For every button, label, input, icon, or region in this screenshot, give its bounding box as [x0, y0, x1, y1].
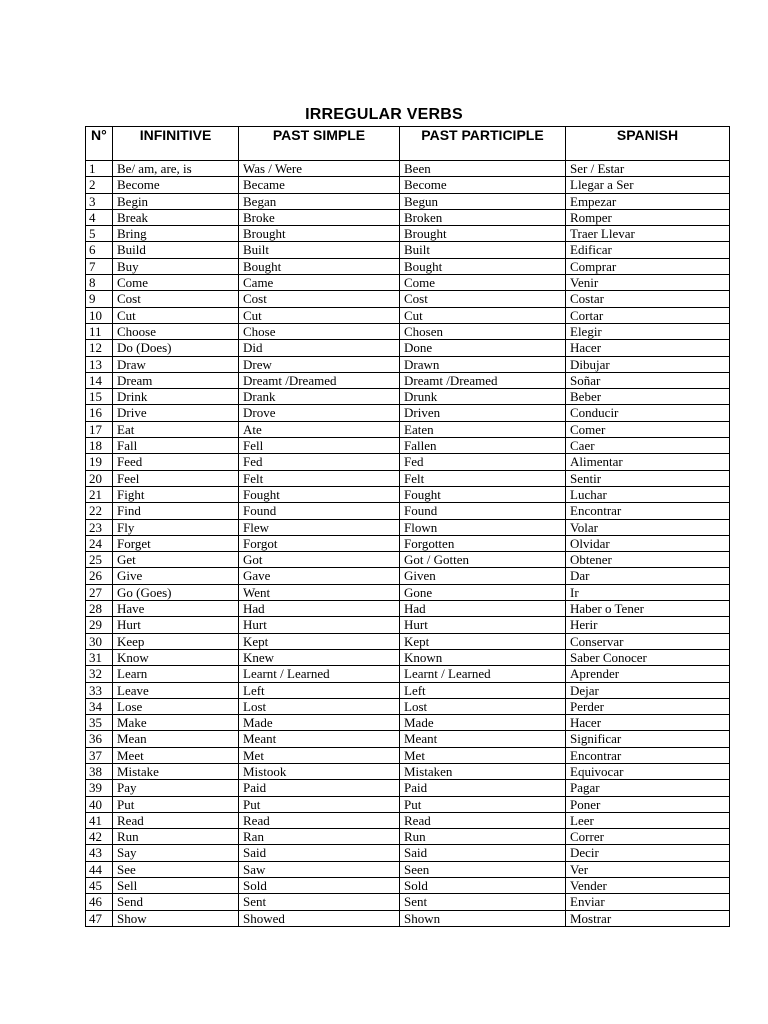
spanish-cell: Conducir — [566, 405, 730, 421]
infinitive-cell: Get — [113, 552, 239, 568]
past-participle-cell: Fought — [400, 486, 566, 502]
spanish-cell: Romper — [566, 209, 730, 225]
past-simple-cell: Chose — [239, 323, 400, 339]
infinitive-cell: Show — [113, 910, 239, 926]
header-spanish: SPANISH — [566, 127, 730, 161]
table-row — [86, 209, 730, 225]
row-number: 31 — [86, 649, 113, 665]
row-number: 37 — [86, 747, 113, 763]
past-simple-cell: Lost — [239, 698, 400, 714]
infinitive-cell: Drink — [113, 389, 239, 405]
row-number: 47 — [86, 910, 113, 926]
past-simple-cell: Meant — [239, 731, 400, 747]
past-participle-cell: Said — [400, 845, 566, 861]
row-number: 5 — [86, 226, 113, 242]
table-row — [86, 731, 730, 747]
past-participle-cell: Bought — [400, 258, 566, 274]
spanish-cell: Vender — [566, 878, 730, 894]
row-number: 35 — [86, 715, 113, 731]
infinitive-cell: Send — [113, 894, 239, 910]
infinitive-cell: See — [113, 861, 239, 877]
spanish-cell: Dar — [566, 568, 730, 584]
past-simple-cell: Mistook — [239, 763, 400, 779]
table-row — [86, 535, 730, 551]
past-simple-cell: Made — [239, 715, 400, 731]
past-participle-cell: Lost — [400, 698, 566, 714]
table-row — [86, 829, 730, 845]
past-simple-cell: Did — [239, 340, 400, 356]
infinitive-cell: Feed — [113, 454, 239, 470]
spanish-cell: Aprender — [566, 666, 730, 682]
spanish-cell: Ver — [566, 861, 730, 877]
row-number: 24 — [86, 535, 113, 551]
row-number: 4 — [86, 209, 113, 225]
row-number: 26 — [86, 568, 113, 584]
table-row — [86, 796, 730, 812]
table-row — [86, 780, 730, 796]
past-participle-cell: Got / Gotten — [400, 552, 566, 568]
table-row — [86, 470, 730, 486]
spanish-cell: Perder — [566, 698, 730, 714]
row-number: 11 — [86, 323, 113, 339]
spanish-cell: Obtener — [566, 552, 730, 568]
infinitive-cell: Find — [113, 503, 239, 519]
table-row — [86, 275, 730, 291]
past-simple-cell: Fell — [239, 438, 400, 454]
row-number: 14 — [86, 372, 113, 388]
table-row — [86, 161, 730, 177]
table-row — [86, 845, 730, 861]
infinitive-cell: Feel — [113, 470, 239, 486]
past-participle-cell: Driven — [400, 405, 566, 421]
infinitive-cell: Pay — [113, 780, 239, 796]
row-number: 46 — [86, 894, 113, 910]
past-simple-cell: Kept — [239, 633, 400, 649]
past-participle-cell: Found — [400, 503, 566, 519]
infinitive-cell: Eat — [113, 421, 239, 437]
past-participle-cell: Shown — [400, 910, 566, 926]
infinitive-cell: Learn — [113, 666, 239, 682]
spanish-cell: Mostrar — [566, 910, 730, 926]
table-row — [86, 242, 730, 258]
table-header — [86, 127, 730, 161]
infinitive-cell: Do (Does) — [113, 340, 239, 356]
past-participle-cell: Eaten — [400, 421, 566, 437]
table-row — [86, 421, 730, 437]
table-row — [86, 454, 730, 470]
infinitive-cell: Become — [113, 177, 239, 193]
infinitive-cell: Choose — [113, 323, 239, 339]
header-past-participle-label: PAST PARTICIPLE — [421, 127, 544, 143]
past-simple-cell: Met — [239, 747, 400, 763]
past-participle-cell: Mistaken — [400, 763, 566, 779]
header-infinitive: INFINITIVE — [113, 127, 239, 161]
row-number: 10 — [86, 307, 113, 323]
past-simple-cell: Bought — [239, 258, 400, 274]
spanish-cell: Caer — [566, 438, 730, 454]
past-participle-cell: Learnt / Learned — [400, 666, 566, 682]
row-number: 38 — [86, 763, 113, 779]
spanish-cell: Hacer — [566, 340, 730, 356]
table-row — [86, 698, 730, 714]
row-number: 23 — [86, 519, 113, 535]
past-participle-cell: Been — [400, 161, 566, 177]
past-simple-cell: Sold — [239, 878, 400, 894]
header-past-participle — [400, 127, 566, 161]
past-simple-cell: Learnt / Learned — [239, 666, 400, 682]
spanish-cell: Equivocar — [566, 763, 730, 779]
past-simple-cell: Fed — [239, 454, 400, 470]
past-simple-cell: Saw — [239, 861, 400, 877]
row-number: 25 — [86, 552, 113, 568]
infinitive-cell: Come — [113, 275, 239, 291]
row-number: 18 — [86, 438, 113, 454]
past-simple-cell: Flew — [239, 519, 400, 535]
past-participle-cell: Known — [400, 649, 566, 665]
past-participle-cell: Forgotten — [400, 535, 566, 551]
infinitive-cell: Forget — [113, 535, 239, 551]
table-row — [86, 258, 730, 274]
past-participle-cell: Begun — [400, 193, 566, 209]
spanish-cell: Dibujar — [566, 356, 730, 372]
past-simple-cell: Paid — [239, 780, 400, 796]
spanish-cell: Ser / Estar — [566, 161, 730, 177]
past-simple-cell: Found — [239, 503, 400, 519]
header-number: N° — [86, 127, 113, 161]
row-number: 2 — [86, 177, 113, 193]
row-number: 33 — [86, 682, 113, 698]
past-simple-cell: Drove — [239, 405, 400, 421]
spanish-cell: Beber — [566, 389, 730, 405]
row-number: 45 — [86, 878, 113, 894]
past-participle-cell: Sold — [400, 878, 566, 894]
row-number: 8 — [86, 275, 113, 291]
infinitive-cell: Be/ am, are, is — [113, 161, 239, 177]
table-row — [86, 177, 730, 193]
header-row — [86, 127, 730, 161]
infinitive-cell: Cost — [113, 291, 239, 307]
infinitive-cell: Fall — [113, 438, 239, 454]
spanish-cell: Saber Conocer — [566, 649, 730, 665]
past-participle-cell: Met — [400, 747, 566, 763]
infinitive-cell: Sell — [113, 878, 239, 894]
page-title: IRREGULAR VERBS — [305, 106, 463, 123]
past-participle-cell: Felt — [400, 470, 566, 486]
spanish-cell: Luchar — [566, 486, 730, 502]
table-row — [86, 486, 730, 502]
row-number: 22 — [86, 503, 113, 519]
past-participle-cell: Run — [400, 829, 566, 845]
table-row — [86, 878, 730, 894]
past-simple-cell: Ate — [239, 421, 400, 437]
row-number: 29 — [86, 617, 113, 633]
past-participle-cell: Fed — [400, 454, 566, 470]
past-simple-cell: Put — [239, 796, 400, 812]
row-number: 15 — [86, 389, 113, 405]
spanish-cell: Pagar — [566, 780, 730, 796]
spanish-cell: Alimentar — [566, 454, 730, 470]
past-simple-cell: Became — [239, 177, 400, 193]
infinitive-cell: Make — [113, 715, 239, 731]
spanish-cell: Enviar — [566, 894, 730, 910]
row-number: 32 — [86, 666, 113, 682]
table-row — [86, 617, 730, 633]
row-number: 28 — [86, 601, 113, 617]
spanish-cell: Volar — [566, 519, 730, 535]
infinitive-cell: Lose — [113, 698, 239, 714]
past-participle-cell: Put — [400, 796, 566, 812]
infinitive-cell: Say — [113, 845, 239, 861]
spanish-cell: Haber o Tener — [566, 601, 730, 617]
row-number: 6 — [86, 242, 113, 258]
infinitive-cell: Leave — [113, 682, 239, 698]
row-number: 40 — [86, 796, 113, 812]
past-simple-cell: Knew — [239, 649, 400, 665]
table-row — [86, 601, 730, 617]
past-simple-cell: Cut — [239, 307, 400, 323]
past-participle-cell: Cut — [400, 307, 566, 323]
spanish-cell: Comprar — [566, 258, 730, 274]
spanish-cell: Correr — [566, 829, 730, 845]
past-simple-cell: Had — [239, 601, 400, 617]
table-row — [86, 372, 730, 388]
row-number: 20 — [86, 470, 113, 486]
past-participle-cell: Seen — [400, 861, 566, 877]
past-participle-cell: Become — [400, 177, 566, 193]
table-row — [86, 763, 730, 779]
infinitive-cell: Cut — [113, 307, 239, 323]
table-row — [86, 894, 730, 910]
table-row — [86, 649, 730, 665]
spanish-cell: Ir — [566, 584, 730, 600]
table-row — [86, 307, 730, 323]
past-participle-cell: Gone — [400, 584, 566, 600]
past-participle-cell: Left — [400, 682, 566, 698]
past-simple-cell: Forgot — [239, 535, 400, 551]
past-simple-cell: Sent — [239, 894, 400, 910]
past-simple-cell: Hurt — [239, 617, 400, 633]
row-number: 12 — [86, 340, 113, 356]
table-row — [86, 682, 730, 698]
table-row — [86, 405, 730, 421]
past-participle-cell: Meant — [400, 731, 566, 747]
past-simple-cell: Got — [239, 552, 400, 568]
past-simple-cell: Brought — [239, 226, 400, 242]
infinitive-cell: Mistake — [113, 763, 239, 779]
row-number: 34 — [86, 698, 113, 714]
past-simple-cell: Showed — [239, 910, 400, 926]
infinitive-cell: Keep — [113, 633, 239, 649]
spanish-cell: Venir — [566, 275, 730, 291]
table-row — [86, 323, 730, 339]
infinitive-cell: Draw — [113, 356, 239, 372]
past-participle-cell: Hurt — [400, 617, 566, 633]
row-number: 16 — [86, 405, 113, 421]
past-simple-cell: Said — [239, 845, 400, 861]
past-simple-cell: Drank — [239, 389, 400, 405]
past-participle-cell: Kept — [400, 633, 566, 649]
table-body — [86, 161, 730, 927]
past-participle-cell: Brought — [400, 226, 566, 242]
infinitive-cell: Read — [113, 812, 239, 828]
infinitive-cell: Buy — [113, 258, 239, 274]
past-participle-cell: Cost — [400, 291, 566, 307]
table-row — [86, 633, 730, 649]
past-simple-cell: Went — [239, 584, 400, 600]
infinitive-cell: Mean — [113, 731, 239, 747]
spanish-cell: Herir — [566, 617, 730, 633]
infinitive-cell: Fly — [113, 519, 239, 535]
infinitive-cell: Run — [113, 829, 239, 845]
row-number: 39 — [86, 780, 113, 796]
row-number: 44 — [86, 861, 113, 877]
past-participle-cell: Read — [400, 812, 566, 828]
infinitive-cell: Dream — [113, 372, 239, 388]
past-participle-cell: Made — [400, 715, 566, 731]
past-participle-cell: Done — [400, 340, 566, 356]
spanish-cell: Edificar — [566, 242, 730, 258]
table-row — [86, 666, 730, 682]
table-row — [86, 340, 730, 356]
row-number: 9 — [86, 291, 113, 307]
spanish-cell: Sentir — [566, 470, 730, 486]
row-number: 42 — [86, 829, 113, 845]
infinitive-cell: Build — [113, 242, 239, 258]
spanish-cell: Hacer — [566, 715, 730, 731]
table-row — [86, 226, 730, 242]
table-row — [86, 193, 730, 209]
infinitive-cell: Have — [113, 601, 239, 617]
spanish-cell: Cortar — [566, 307, 730, 323]
past-participle-cell: Chosen — [400, 323, 566, 339]
spanish-cell: Encontrar — [566, 503, 730, 519]
past-simple-cell: Was / Were — [239, 161, 400, 177]
infinitive-cell: Go (Goes) — [113, 584, 239, 600]
past-simple-cell: Fought — [239, 486, 400, 502]
spanish-cell: Comer — [566, 421, 730, 437]
past-participle-cell: Flown — [400, 519, 566, 535]
past-simple-cell: Felt — [239, 470, 400, 486]
infinitive-cell: Know — [113, 649, 239, 665]
spanish-cell: Empezar — [566, 193, 730, 209]
infinitive-cell: Break — [113, 209, 239, 225]
spanish-cell: Conservar — [566, 633, 730, 649]
spanish-cell: Llegar a Ser — [566, 177, 730, 193]
table-row — [86, 552, 730, 568]
table-row — [86, 715, 730, 731]
past-participle-cell: Fallen — [400, 438, 566, 454]
spanish-cell: Traer Llevar — [566, 226, 730, 242]
table-row — [86, 584, 730, 600]
row-number: 36 — [86, 731, 113, 747]
table-row — [86, 568, 730, 584]
table-row — [86, 747, 730, 763]
row-number: 27 — [86, 584, 113, 600]
past-participle-cell: Broken — [400, 209, 566, 225]
row-number: 41 — [86, 812, 113, 828]
table-row — [86, 910, 730, 926]
spanish-cell: Poner — [566, 796, 730, 812]
row-number: 3 — [86, 193, 113, 209]
spanish-cell: Soñar — [566, 372, 730, 388]
table-row — [86, 812, 730, 828]
spanish-cell: Costar — [566, 291, 730, 307]
past-simple-cell: Dreamt /Dreamed — [239, 372, 400, 388]
past-simple-cell: Drew — [239, 356, 400, 372]
spanish-cell: Dejar — [566, 682, 730, 698]
spanish-cell: Decir — [566, 845, 730, 861]
past-participle-cell: Built — [400, 242, 566, 258]
spanish-cell: Encontrar — [566, 747, 730, 763]
past-simple-cell: Left — [239, 682, 400, 698]
past-participle-cell: Given — [400, 568, 566, 584]
row-number: 13 — [86, 356, 113, 372]
table-row — [86, 356, 730, 372]
row-number: 43 — [86, 845, 113, 861]
past-participle-cell: Come — [400, 275, 566, 291]
past-participle-cell: Dreamt /Dreamed — [400, 372, 566, 388]
infinitive-cell: Put — [113, 796, 239, 812]
header-past-simple: PAST SIMPLE — [239, 127, 400, 161]
past-simple-cell: Gave — [239, 568, 400, 584]
infinitive-cell: Give — [113, 568, 239, 584]
infinitive-cell: Hurt — [113, 617, 239, 633]
table-row — [86, 389, 730, 405]
table-row — [86, 519, 730, 535]
infinitive-cell: Begin — [113, 193, 239, 209]
spanish-cell: Leer — [566, 812, 730, 828]
row-number: 1 — [86, 161, 113, 177]
infinitive-cell: Meet — [113, 747, 239, 763]
past-simple-cell: Came — [239, 275, 400, 291]
row-number: 7 — [86, 258, 113, 274]
past-participle-cell: Paid — [400, 780, 566, 796]
past-participle-cell: Had — [400, 601, 566, 617]
table-row — [86, 861, 730, 877]
row-number: 19 — [86, 454, 113, 470]
table-row — [86, 503, 730, 519]
row-number: 21 — [86, 486, 113, 502]
spanish-cell: Elegir — [566, 323, 730, 339]
row-number: 30 — [86, 633, 113, 649]
past-simple-cell: Broke — [239, 209, 400, 225]
spanish-cell: Olvidar — [566, 535, 730, 551]
table-row — [86, 291, 730, 307]
past-simple-cell: Ran — [239, 829, 400, 845]
past-simple-cell: Cost — [239, 291, 400, 307]
past-participle-cell: Drawn — [400, 356, 566, 372]
spanish-cell: Significar — [566, 731, 730, 747]
past-simple-cell: Began — [239, 193, 400, 209]
irregular-verbs-table — [85, 126, 730, 927]
past-simple-cell: Read — [239, 812, 400, 828]
infinitive-cell: Fight — [113, 486, 239, 502]
past-participle-cell: Drunk — [400, 389, 566, 405]
infinitive-cell: Drive — [113, 405, 239, 421]
row-number: 17 — [86, 421, 113, 437]
past-participle-cell: Sent — [400, 894, 566, 910]
table-row — [86, 438, 730, 454]
infinitive-cell: Bring — [113, 226, 239, 242]
past-simple-cell: Built — [239, 242, 400, 258]
